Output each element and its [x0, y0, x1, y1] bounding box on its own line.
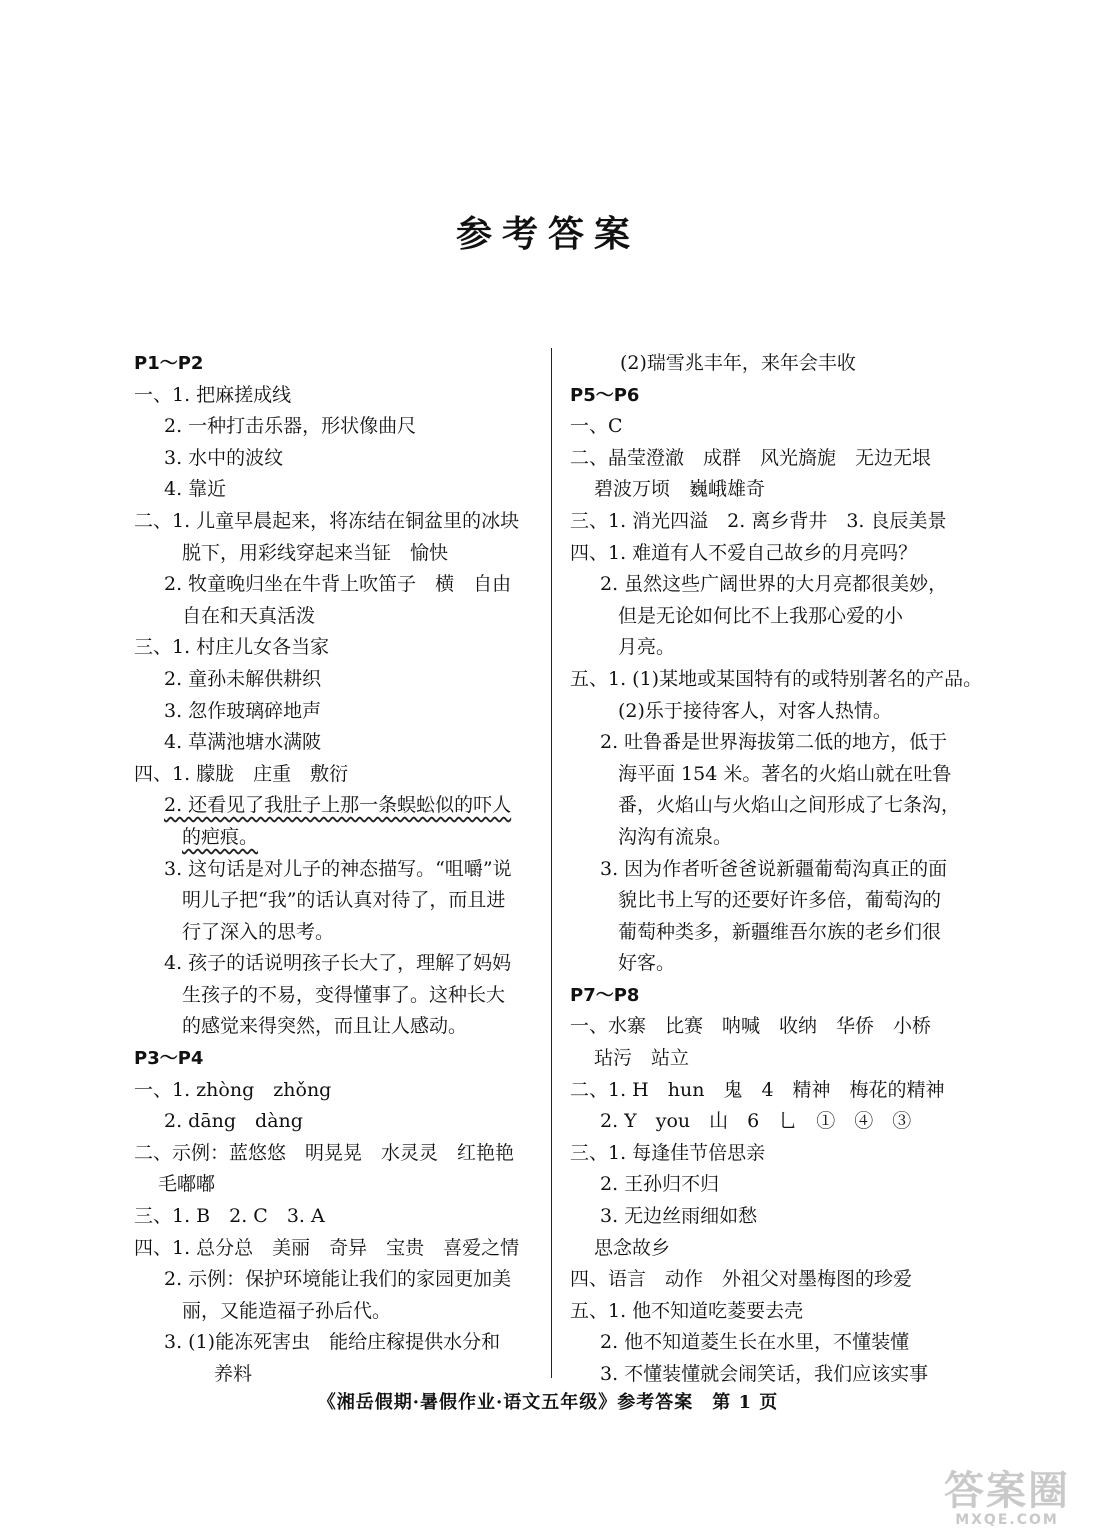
answer-line [134, 380, 540, 412]
answer-line [134, 632, 540, 664]
answer-text: 一、1. zhòng zhǒng [134, 1078, 332, 1101]
answer-text: 三、1. 消光四溢 2. 离乡背井 3. 良辰美景 [570, 509, 947, 532]
answer-line [134, 822, 540, 854]
answer-text: 三、1. 每逢佳节倍思亲 [570, 1141, 766, 1164]
answer-text: 2. Y you 山 6 乚 ① ④ ③ [600, 1110, 912, 1133]
answer-text: P5～P6 [570, 384, 640, 406]
answer-line [134, 474, 540, 506]
answer-text: P3～P4 [134, 1048, 204, 1070]
column-divider [551, 348, 552, 1378]
answer-line [134, 1359, 540, 1391]
answer-text: 3. 无边丝雨细如愁 [600, 1205, 758, 1228]
answer-line [570, 632, 980, 664]
answer-line [570, 348, 980, 380]
answer-text: 3. 不懂装懂就会闹笑话，我们应该实事 [600, 1363, 929, 1385]
answer-line [570, 1327, 980, 1359]
answer-line [570, 1359, 980, 1391]
answer-line [134, 569, 540, 601]
answer-line [570, 1201, 980, 1233]
answer-text: 三、1. 村庄儿女各当家 [134, 636, 330, 659]
answer-line [134, 1201, 540, 1233]
answer-text: (2)乐于接待客人，对客人热情。 [618, 699, 892, 722]
answer-text: 4. 靠近 [164, 478, 227, 501]
answer-text: 二、1. 儿童早晨起来，将冻结在铜盆里的冰块 [134, 509, 520, 532]
left-column [134, 348, 540, 1391]
answer-line [570, 664, 983, 696]
answer-text: 的疤痕。 [182, 825, 259, 848]
answer-line [134, 1296, 540, 1328]
answer-line [134, 917, 540, 949]
answer-line [134, 664, 540, 696]
answer-text: 一、1. 把麻搓成线 [134, 383, 292, 406]
answer-text: 但是无论如何比不上我那心爱的小 [618, 604, 904, 627]
answer-text: 3. (1)能冻死害虫 能给庄稼提供水分和 [164, 1331, 501, 1354]
answer-text: 好客。 [618, 952, 676, 975]
answer-text: 行了深入的思考。 [182, 920, 335, 943]
answer-line [570, 506, 980, 538]
answer-line [134, 948, 540, 980]
answer-line [134, 506, 540, 538]
answer-text: 2. 一种打击乐器，形状像曲尺 [164, 415, 417, 438]
answer-line [570, 1264, 980, 1296]
answer-line [570, 569, 980, 601]
answer-text: 脱下，用彩线穿起来当钲 愉快 [182, 541, 449, 564]
answer-line [570, 980, 980, 1012]
answer-line [134, 980, 540, 1012]
answer-text: 葡萄种类多，新疆维吾尔族的老乡们很 [618, 920, 942, 943]
answer-text: 月亮。 [618, 636, 676, 659]
answer-line [570, 538, 980, 570]
answer-line [570, 474, 980, 506]
answer-line [134, 1264, 540, 1296]
answer-text: 2. 王孙归不归 [600, 1173, 720, 1196]
answer-text: 3. 这句话是对儿子的神态描写。“咀嚼”说 [164, 857, 512, 880]
answer-text: 二、1. H hun 鬼 4 精神 梅花的精神 [570, 1078, 945, 1101]
answer-text: 三、1. B 2. C 3. A [134, 1205, 325, 1228]
answer-line [134, 1043, 540, 1075]
answer-line [570, 727, 980, 759]
answer-line [134, 538, 540, 570]
answer-line [134, 854, 540, 886]
answer-text: 自在和天真活泼 [182, 604, 316, 627]
answer-line [134, 759, 540, 791]
answer-text: 4. 草满池塘水满陂 [164, 731, 322, 754]
answer-line [134, 790, 540, 822]
answer-text: 貌比书上写的还要好许多倍，葡萄沟的 [618, 889, 942, 912]
answer-text: P7～P8 [570, 984, 640, 1006]
answer-text: 2. 牧童晚归坐在牛背上吹笛子 横 自由 [164, 573, 512, 596]
answer-line [134, 727, 540, 759]
answer-text: 二、示例：蓝悠悠 明晃晃 水灵灵 红艳艳 [134, 1141, 515, 1164]
answer-line [134, 696, 540, 728]
right-column [570, 348, 983, 1391]
answer-text: 一、水寨 比赛 呐喊 收纳 华侨 小桥 [570, 1015, 932, 1038]
answer-line [570, 1138, 980, 1170]
answer-line [134, 1106, 540, 1138]
answer-line [134, 1233, 540, 1265]
answer-line [570, 601, 980, 633]
answer-line [134, 1169, 540, 1201]
answer-line [570, 917, 980, 949]
answer-text: 四、1. 难道有人不爱自己故乡的月亮吗？ [570, 541, 918, 564]
answer-text: 五、1. 他不知道吃菱要去壳 [570, 1299, 804, 1322]
answer-text: 明儿子把“我”的话认真对待了，而且进 [182, 889, 506, 912]
watermark-logo [932, 1470, 1082, 1530]
answer-text: 四、1. 朦胧 庄重 敷衍 [134, 762, 349, 785]
answer-line [570, 790, 980, 822]
answer-line [134, 1075, 540, 1107]
answer-line [570, 1296, 980, 1328]
answer-line [134, 1011, 540, 1043]
answer-text: (2)瑞雪兆丰年，来年会丰收 [620, 352, 856, 374]
answer-line [570, 1075, 980, 1107]
answer-line [134, 1138, 540, 1170]
answer-text: 二、晶莹澄澈 成群 风光旖旎 无边无垠 [570, 446, 932, 469]
answer-line [570, 885, 980, 917]
answer-text: 3. 水中的波纹 [164, 446, 284, 469]
answer-text: 2. 童孙未解供耕织 [164, 667, 322, 690]
answer-text: 的感觉来得突然，而且让人感动。 [182, 1015, 468, 1038]
answer-text: 一、C [570, 415, 623, 438]
answer-text: 毛嘟嘟 [158, 1173, 216, 1196]
answer-text: 玷污 站立 [594, 1047, 690, 1070]
answer-text: 2. dāng dàng [164, 1110, 303, 1133]
answer-text: 丽，又能造福子孙后代。 [182, 1299, 392, 1322]
answer-line [134, 443, 540, 475]
answer-line [570, 411, 980, 443]
watermark-text: 答案圈 [944, 1468, 1070, 1514]
answer-text: 2. 吐鲁番是世界海拔第二低的地方，低于 [600, 731, 948, 754]
answer-text: 思念故乡 [594, 1236, 671, 1259]
answer-line [570, 1233, 980, 1265]
answer-text: 海平面 154 米。著名的火焰山就在吐鲁 [618, 762, 952, 785]
answer-text: 番，火焰山与火焰山之间形成了七条沟， [618, 794, 961, 817]
answer-text: 沟沟有流泉。 [618, 825, 733, 848]
answer-text: 2. 示例：保护环境能让我们的家园更加美 [164, 1268, 512, 1291]
answer-text: 四、语言 动作 外祖父对墨梅图的珍爱 [570, 1268, 913, 1291]
answer-line [570, 443, 980, 475]
watermark-url: MXQE.COM [955, 1512, 1059, 1528]
answer-text: 四、1. 总分总 美丽 奇异 宝贵 喜爱之情 [134, 1236, 520, 1259]
answer-line [570, 759, 980, 791]
answer-line [570, 696, 980, 728]
page-footer: 《湘岳假期·暑假作业·语文五年级》参考答案 第 1 页 [317, 1392, 779, 1413]
answer-text: 五、1. (1)某地或某国特有的或特别著名的产品。 [570, 667, 983, 690]
answer-line [134, 1327, 540, 1359]
answer-line [570, 1106, 980, 1138]
answer-line [570, 948, 980, 980]
answer-text: 2. 还看见了我肚子上那一条蜈蚣似的吓人 [164, 794, 512, 817]
answer-line [134, 348, 540, 380]
answer-text: 碧波万顷 巍峨雄奇 [594, 478, 766, 501]
answer-line [570, 1043, 980, 1075]
answer-line [134, 411, 540, 443]
answer-line [570, 854, 980, 886]
answer-text: 2. 他不知道菱生长在水里，不懂装懂 [600, 1331, 910, 1354]
answer-text: 4. 孩子的话说明孩子长大了，理解了妈妈 [164, 952, 512, 975]
answer-line [570, 822, 980, 854]
answer-text: 2. 虽然这些广阔世界的大月亮都很美妙， [600, 573, 948, 596]
answer-text: 3. 因为作者听爸爸说新疆葡萄沟真正的面 [600, 857, 948, 880]
answer-text: 3. 忽作玻璃碎地声 [164, 699, 322, 722]
answer-text: 养料 [214, 1363, 253, 1385]
answer-line [570, 1011, 980, 1043]
page-title: 参考答案 [455, 214, 640, 255]
answer-text: 生孩子的不易，变得懂事了。这种长大 [182, 983, 506, 1006]
answer-line [134, 885, 540, 917]
answer-line [570, 380, 980, 412]
answer-text: P1～P2 [134, 353, 204, 374]
answer-line [134, 601, 540, 633]
answer-line [570, 1169, 980, 1201]
